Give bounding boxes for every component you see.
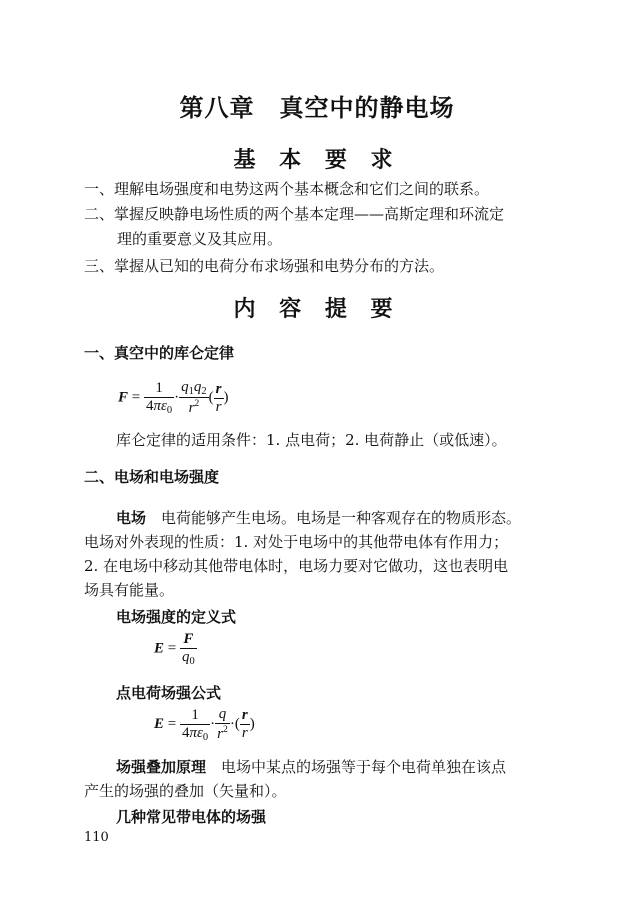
field-term: 电场 <box>116 509 147 527</box>
field-para-text-1: 电荷能够产生电场。电场是一种客观存在的物质形态。 <box>161 509 522 527</box>
coulomb-conditions: 库仑定律的适用条件：1. 点电荷；2. 电荷静止（或低速）。 <box>116 431 507 449</box>
section-1-heading: 一、真空中的库仑定律 <box>84 344 235 362</box>
requirement-item-1: 一、理解电场强度和电势这两个基本概念和它们之间的联系。 <box>84 180 490 198</box>
superposition-line-2: 产生的场强的叠加（矢量和）。 <box>84 782 287 800</box>
requirement-item-3: 三、掌握从已知的电荷分布求场强和电势分布的方法。 <box>84 257 445 275</box>
field-para-line-3: 2. 在电场中移动其他带电体时，电场力要对它做功，这也表明电 <box>84 557 509 575</box>
page-number: 110 <box>84 830 109 845</box>
requirement-item-2-cont: 理的重要意义及其应用。 <box>117 230 283 248</box>
superposition-line-1 <box>116 756 506 778</box>
superposition-text: 电场中某点的场强等于每个电荷单独在该点 <box>206 758 507 776</box>
field-definition-formula: E = $\frac{F}{q_0}$ <box>154 631 195 667</box>
field-para-line-1 <box>116 507 521 529</box>
coulomb-formula: F = $\frac{1}{4\pi\varepsilon_0}$ · $\frac{q_1q_2}{r^2}$ ( $\frac{r}{r}$ ) <box>118 379 229 416</box>
field-definition-heading: 电场强度的定义式 <box>116 608 237 626</box>
chapter-title: 第八章 真空中的静电场 <box>179 94 455 122</box>
common-fields-heading: 几种常见带电体的场强 <box>116 808 267 826</box>
requirements-title: 基 本 要 求 <box>233 148 401 173</box>
field-para-line-4: 场具有能量。 <box>84 581 175 599</box>
summary-title: 内 容 提 要 <box>233 297 401 322</box>
point-charge-heading: 点电荷场强公式 <box>116 684 222 702</box>
field-para-line-2: 电场对外表现的性质：1. 对处于电场中的其他带电体有作用力； <box>84 533 509 551</box>
section-2-heading: 二、电场和电场强度 <box>84 468 220 486</box>
point-charge-formula: E = $\frac{1}{4\pi\varepsilon_0}$ · $\frac{q}{r^2}$ ·( $\frac{r}{r}$ ) <box>154 706 255 743</box>
requirement-item-2: 二、掌握反映静电场性质的两个基本定理——高斯定理和环流定 <box>84 205 505 223</box>
superposition-term: 场强叠加原理 <box>116 758 207 776</box>
